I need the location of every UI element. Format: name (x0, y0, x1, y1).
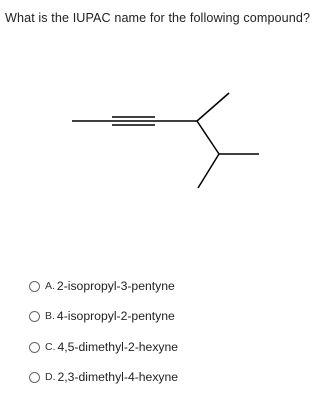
option-a-letter: A. (45, 280, 55, 292)
option-a-text: 2-isopropyl-3-pentyne (56, 279, 175, 293)
option-d-text: 2,3-dimethyl-4-hexyne (57, 370, 179, 384)
option-d[interactable] (29, 369, 178, 385)
option-c-letter: C. (45, 341, 56, 353)
option-b-text: 4-isopropyl-2-pentyne (56, 309, 175, 323)
radio-button-c[interactable] (29, 342, 40, 353)
option-c-text: 4,5-dimethyl-2-hexyne (57, 340, 179, 354)
question-text: What is the IUPAC name for the following compound? (5, 11, 311, 25)
option-a[interactable] (29, 278, 175, 294)
option-d-letter: D. (45, 371, 56, 383)
option-b-letter: B. (45, 310, 55, 322)
option-b[interactable] (29, 308, 175, 324)
radio-button-a[interactable] (29, 281, 40, 292)
option-c[interactable] (29, 339, 178, 355)
radio-button-b[interactable] (29, 311, 40, 322)
bond-c4-c5 (197, 121, 219, 154)
bond-c5-c6 (198, 154, 219, 188)
radio-button-d[interactable] (29, 372, 40, 383)
bond-c4-methyl (197, 93, 229, 121)
